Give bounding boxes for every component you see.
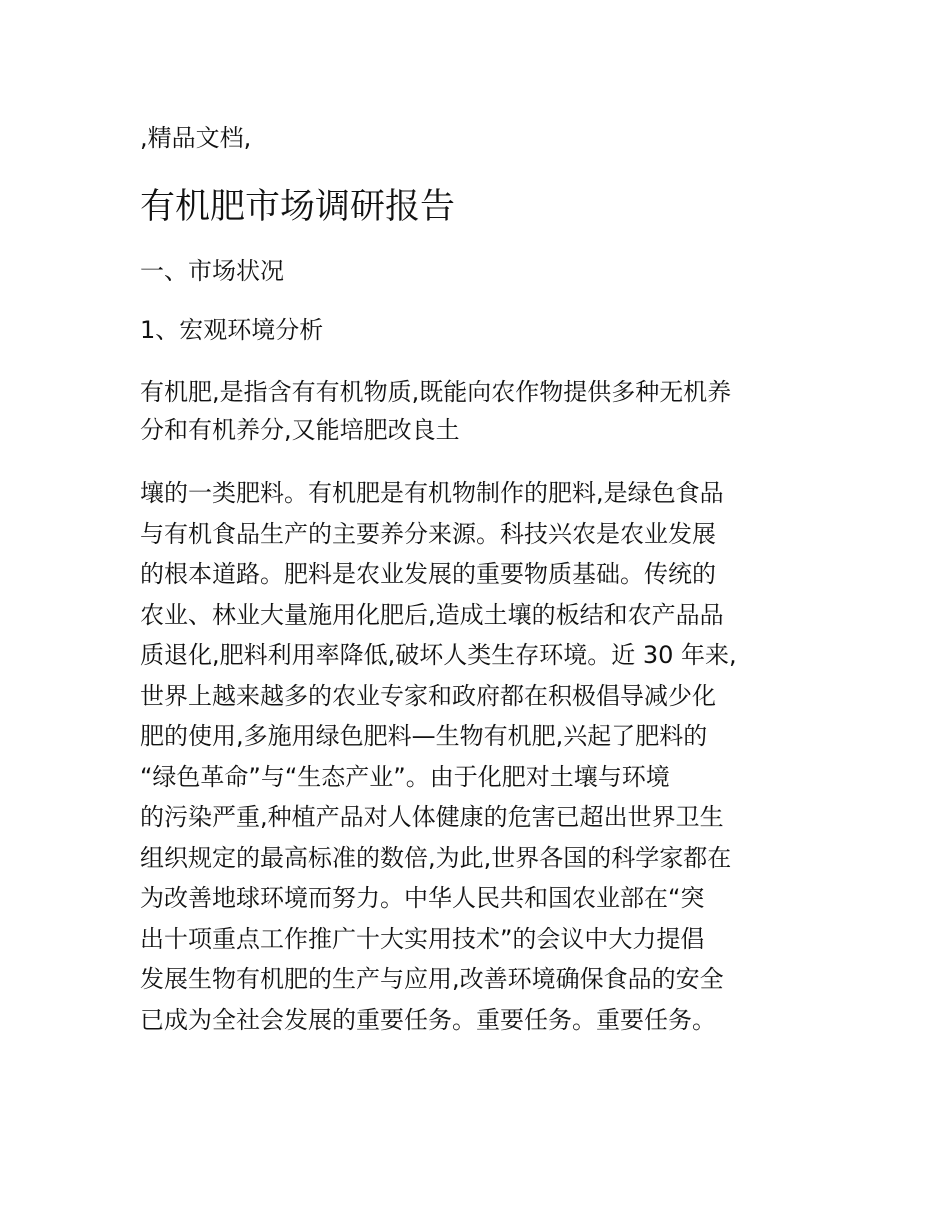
subsection-heading: 1、宏观环境分析 <box>140 316 324 344</box>
paragraph-line: 壤的一类肥料。有机肥是有机物制作的肥料,是绿色食品 <box>140 479 724 507</box>
paragraph-line: 质退化,肥料利用率降低,破坏人类生存环境。近 30 年来, <box>140 641 737 669</box>
paragraph-line: 出十项重点工作推广十大实用技术”的会议中大力提倡 <box>140 924 705 953</box>
header-note: ,精品文档, <box>140 124 252 152</box>
paragraph-line: 的污染严重,种植产品对人体健康的危害已超出世界卫生 <box>140 803 724 831</box>
paragraph-line: 分和有机养分,又能培肥改良土 <box>140 416 460 444</box>
paragraph-line: 农业、林业大量施用化肥后,造成土壤的板结和农产品品 <box>140 600 724 629</box>
paragraph-line: 的根本道路。肥料是农业发展的重要物质基础。传统的 <box>140 560 716 588</box>
paragraph-2 <box>140 473 812 1040</box>
document-title: 有机肥市场调研报告 <box>140 187 456 227</box>
section-heading: 一、市场状况 <box>140 257 284 285</box>
paragraph-line: 为改善地球环境而努力。中华人民共和国农业部在“突 <box>140 884 705 912</box>
paragraph-line: 发展生物有机肥的生产与应用,改善环境确保食品的安全 <box>140 965 724 993</box>
paragraph-1 <box>140 373 812 449</box>
paragraph-line: 组织规定的最高标准的数倍,为此,世界各国的科学家都在 <box>140 843 732 872</box>
paragraph-line: 肥的使用,多施用绿色肥料—生物有机肥,兴起了肥料的 <box>140 722 708 750</box>
paragraph-line: 已成为全社会发展的重要任务。重要任务。重要任务。 <box>140 1005 716 1034</box>
paragraph-line: 与有机食品生产的主要养分来源。科技兴农是农业发展 <box>140 519 716 548</box>
paragraph-line: 有机肥,是指含有有机物质,既能向农作物提供多种无机养 <box>140 378 732 406</box>
paragraph-line: 世界上越来越多的农业专家和政府都在积极倡导减少化 <box>140 681 716 710</box>
paragraph-line: “绿色革命”与“生态产业”。由于化肥对土壤与环境 <box>140 762 670 791</box>
